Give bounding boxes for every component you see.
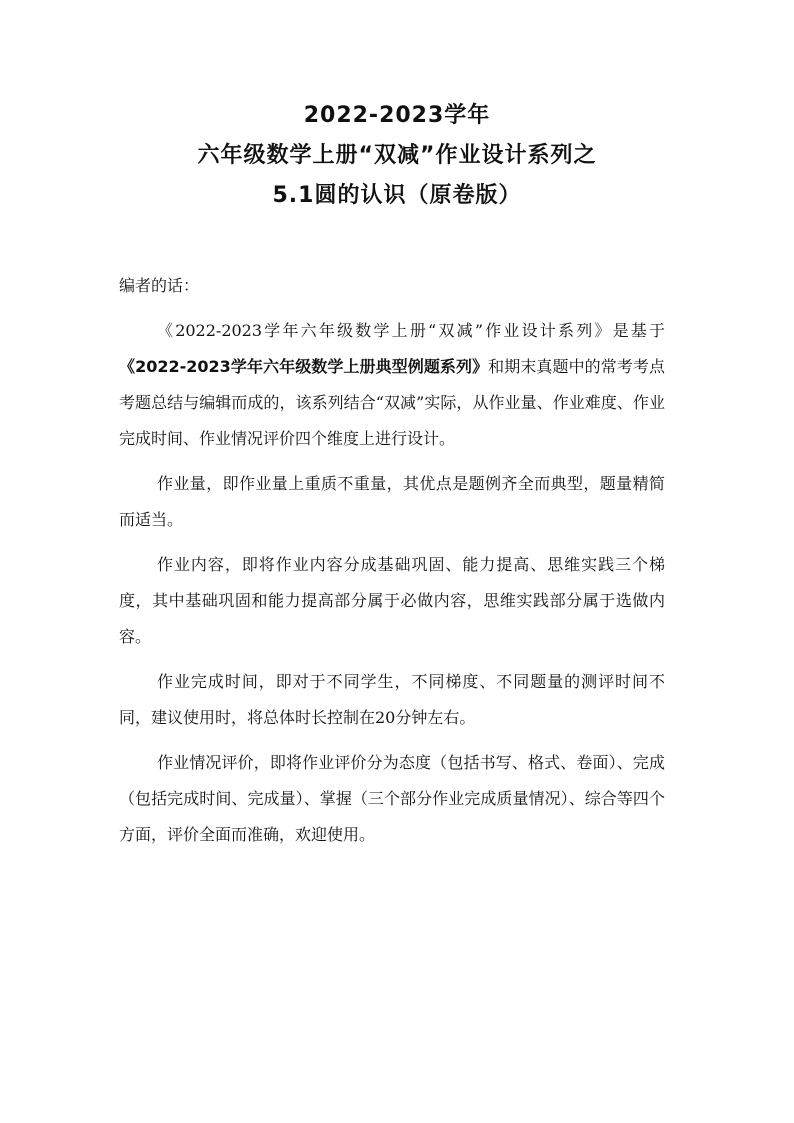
- preface-section: [119, 268, 665, 853]
- document-title: [0, 96, 794, 216]
- paragraph-series-intro: [119, 313, 665, 457]
- paragraph-series-intro-bold: 《2022-2023学年六年级数学上册典型例题系列》: [119, 357, 489, 376]
- paragraph-series-intro-part1: 《2022-2023学年六年级数学上册“双减”作业设计系列》是基于: [157, 321, 665, 340]
- title-lesson: 5.1圆的认识（原卷版）: [272, 183, 522, 208]
- title-year: 2022-2023学年: [303, 103, 491, 128]
- paragraph-workload: 作业量，即作业量上重质不重量，其优点是题例齐全而典型，题量精简而适当。: [119, 474, 665, 529]
- paragraph-time: 作业完成时间，即对于不同学生，不同梯度、不同题量的测评时间不同，建议使用时，将总体时长控制在20分钟左右。: [119, 672, 665, 727]
- paragraph-evaluation: 作业情况评价，即将作业评价分为态度（包括书写、格式、卷面）、完成（包括完成时间、完成量）、掌握（三个部分作业完成质量情况）、综合等四个方面，评价全面而准确，欢迎使用。: [119, 753, 665, 844]
- title-series: 六年级数学上册“双减”作业设计系列之: [197, 143, 597, 168]
- preface-heading: 编者的话：: [119, 276, 200, 295]
- paragraph-content: 作业内容，即将作业内容分成基础巩固、能力提高、思维实践三个梯度，其中基础巩固和能力提高部分属于必做内容，思维实践部分属于选做内容。: [119, 555, 665, 646]
- paragraph-series-intro-part2: 和期末真题中的常考考点考题总结与编辑而成的，该系列结合“双减”实际，从作业量、作业难度、作业完成时间、作业情况评价四个维度上进行设计。: [119, 357, 665, 448]
